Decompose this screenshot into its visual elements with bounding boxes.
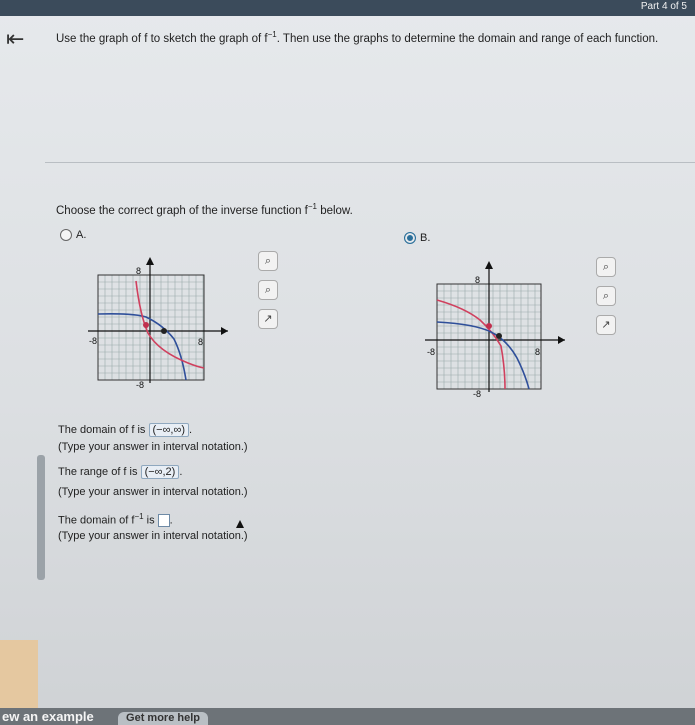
y-bottom-label: -8 — [136, 380, 145, 390]
back-arrow-icon[interactable]: ⇤ — [6, 26, 25, 51]
domain-inverse-input[interactable] — [158, 514, 170, 527]
domain-f-hint: (Type your answer in interval notation.) — [58, 441, 248, 453]
domain-inverse-hint: (Type your answer in interval notation.) — [58, 530, 248, 542]
option-b[interactable] — [404, 232, 430, 244]
view-example-button[interactable]: ew an example — [2, 709, 94, 724]
point-marker — [496, 333, 502, 339]
mouse-cursor-icon — [236, 520, 244, 528]
zoom-out-icon[interactable]: ⌕ — [596, 286, 616, 306]
bottom-bar — [0, 708, 695, 725]
scrollbar[interactable] — [37, 455, 45, 580]
option-a-label: A. — [76, 229, 87, 241]
graph-b — [425, 258, 575, 398]
question-text: Use the graph of f to sketch the graph of $f^{-1}$. Then use the graphs to determine the domain and range of each function. — [56, 30, 659, 45]
y-top-label: 8 — [136, 266, 142, 276]
option-b-label: B. — [420, 232, 431, 244]
domain-f-line: The domain of f is (−∞,∞) . — [58, 424, 193, 436]
domain-inverse-line: The domain of $f^{-1}$ is . — [58, 512, 173, 527]
get-help-button[interactable]: Get more help — [118, 712, 208, 725]
point-marker — [143, 322, 149, 328]
range-f-hint: (Type your answer in interval notation.) — [58, 486, 248, 498]
point-marker — [486, 323, 492, 329]
x-right-label: 8 — [198, 337, 204, 347]
zoom-in-icon[interactable]: ⌕ — [258, 251, 278, 271]
part-label: Part 4 of 5 — [640, 1, 687, 12]
popout-icon[interactable]: ↗ — [596, 315, 616, 335]
option-a-radio[interactable] — [60, 229, 72, 241]
divider — [45, 162, 695, 163]
x-right-label: 8 — [535, 347, 541, 357]
choose-prompt: Choose the correct graph of the inverse function $f^{-1}$ below. — [56, 202, 353, 217]
graph-a — [88, 255, 238, 390]
range-f-answer[interactable]: (−∞,2) — [141, 465, 180, 479]
x-left-label: -8 — [427, 347, 436, 357]
popout-icon[interactable]: ↗ — [258, 309, 278, 329]
top-bar — [0, 0, 695, 16]
y-bottom-label: -8 — [473, 389, 482, 398]
option-a[interactable] — [60, 229, 86, 241]
red-curve — [437, 300, 505, 389]
x-left-label: -8 — [89, 336, 98, 346]
zoom-in-icon[interactable]: ⌕ — [596, 257, 616, 277]
range-f-line: The range of f is (−∞,2) . — [58, 466, 183, 478]
side-panel — [0, 640, 38, 710]
option-b-radio[interactable] — [404, 232, 416, 244]
zoom-out-icon[interactable]: ⌕ — [258, 280, 278, 300]
domain-f-answer[interactable]: (−∞,∞) — [149, 423, 190, 437]
y-top-label: 8 — [475, 275, 481, 285]
point-marker — [161, 328, 167, 334]
